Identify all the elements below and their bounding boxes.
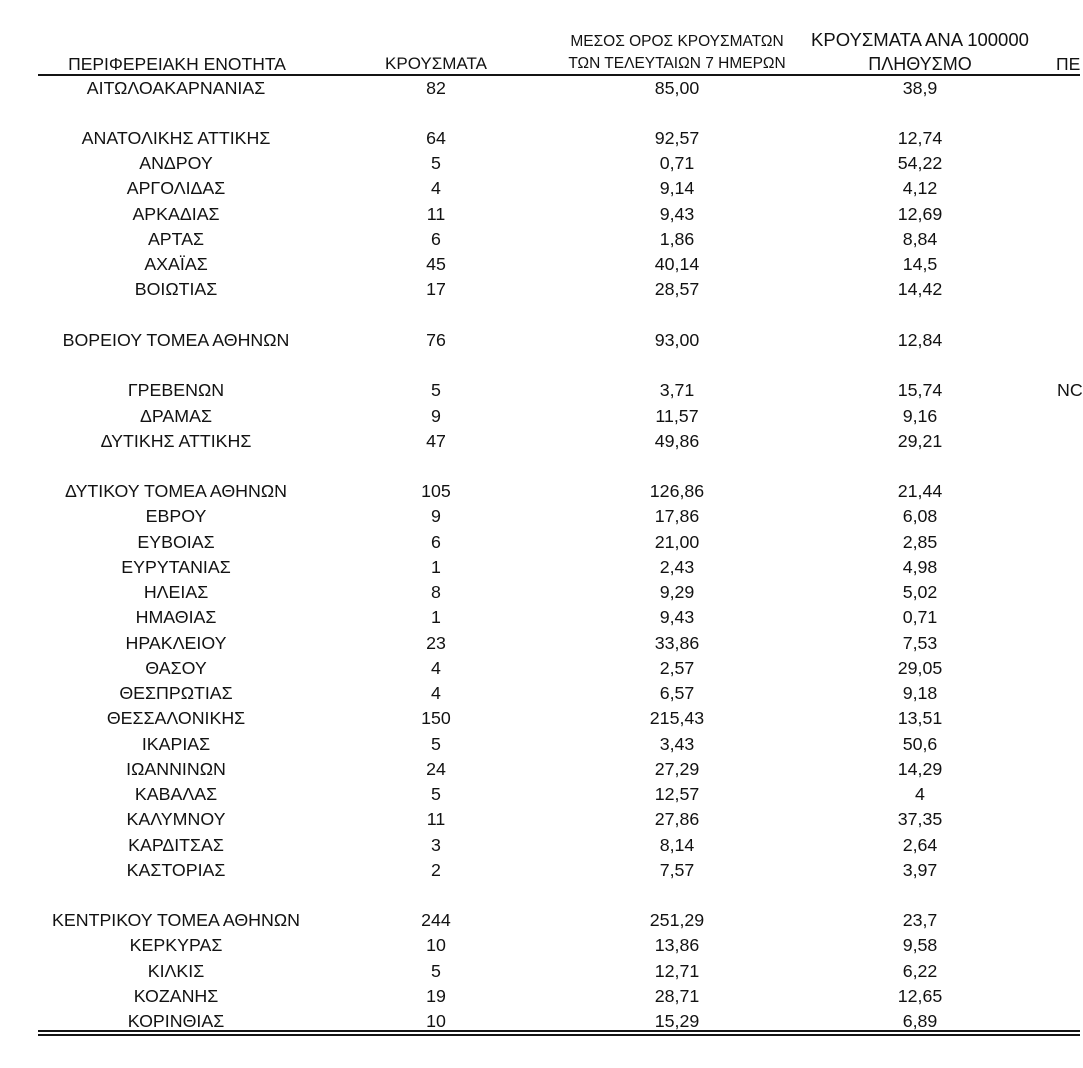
cell-per100k: 6,08 — [902, 506, 938, 527]
table-row — [0, 757, 1080, 782]
table-row — [0, 580, 1080, 605]
cell-region: ΔΥΤΙΚΗΣ ΑΤΤΙΚΗΣ — [100, 430, 252, 451]
cell-per100k: 4,12 — [902, 178, 938, 199]
row-group — [0, 479, 1080, 883]
column-header-region: ΠΕΡΙΦΕΡΕΙΑΚΗ ΕΝΟΤΗΤΑ — [68, 54, 286, 74]
cell-per100k: 29,21 — [897, 430, 943, 451]
table-row — [0, 782, 1080, 807]
cell-cases: 4 — [431, 178, 441, 199]
cell-per100k: 7,53 — [902, 632, 938, 653]
cell-avg7: 85,00 — [654, 77, 700, 98]
cell-cases: 105 — [421, 481, 451, 502]
table-row — [0, 202, 1080, 227]
cell-per100k: 0,71 — [902, 607, 938, 628]
cell-region: ΗΡΑΚΛΕΙΟΥ — [125, 632, 227, 653]
row-group — [0, 328, 1080, 353]
cell-region: ΔΥΤΙΚΟΥ ΤΟΜΕΑ ΑΘΗΝΩΝ — [65, 481, 287, 502]
table-row — [0, 404, 1080, 429]
cell-cases: 5 — [431, 380, 441, 401]
cell-avg7: 49,86 — [654, 430, 700, 451]
table-row — [0, 833, 1080, 858]
cell-region: ΘΕΣΣΑΛΟΝΙΚΗΣ — [106, 708, 246, 729]
cell-cases: 4 — [431, 683, 441, 704]
cell-avg7: 40,14 — [654, 254, 700, 275]
cell-region: ΘΑΣΟΥ — [145, 657, 207, 678]
table-row — [0, 252, 1080, 277]
cell-avg7: 27,86 — [654, 809, 700, 830]
cell-region: ΘΕΣΠΡΩΤΙΑΣ — [119, 683, 233, 704]
table-row — [0, 176, 1080, 201]
cell-region: ΗΛΕΙΑΣ — [143, 582, 209, 603]
table-row — [0, 656, 1080, 681]
column-header-per100k-line1: ΚΡΟΥΣΜΑΤΑ ΑΝΑ 100000 — [811, 29, 1029, 50]
cell-cases: 6 — [431, 228, 441, 249]
cell-cases: 4 — [431, 657, 441, 678]
cell-avg7: 8,14 — [659, 834, 695, 855]
cell-avg7: 17,86 — [654, 506, 700, 527]
cell-per100k: 23,7 — [902, 910, 938, 931]
table-row — [0, 227, 1080, 252]
cell-avg7: 28,71 — [654, 985, 700, 1006]
cell-per100k: 14,29 — [897, 758, 943, 779]
cell-per100k: 5,02 — [902, 582, 938, 603]
cell-cases: 82 — [426, 77, 446, 98]
table-row — [0, 429, 1080, 454]
cell-per100k: 6,89 — [902, 1011, 938, 1032]
cell-avg7: 3,71 — [659, 380, 695, 401]
cell-avg7: 33,86 — [654, 632, 700, 653]
cell-per100k: 12,84 — [897, 329, 943, 350]
cell-region: ΚΟΖΑΝΗΣ — [133, 985, 219, 1006]
cell-region: ΓΡΕΒΕΝΩΝ — [127, 380, 225, 401]
cell-cases: 11 — [426, 809, 446, 830]
cell-next-column-partial: NC — [1057, 380, 1083, 401]
cell-per100k: 29,05 — [897, 657, 943, 678]
cell-avg7: 27,29 — [654, 758, 700, 779]
cell-region: ΙΚΑΡΙΑΣ — [141, 733, 211, 754]
row-group — [0, 76, 1080, 101]
table-row — [0, 328, 1080, 353]
cell-avg7: 251,29 — [649, 910, 705, 931]
cell-cases: 8 — [431, 582, 441, 603]
cell-region: ΑΝΑΤΟΛΙΚΗΣ ΑΤΤΙΚΗΣ — [81, 127, 271, 148]
cell-region: ΑΡΓΟΛΙΔΑΣ — [126, 178, 226, 199]
table-row — [0, 479, 1080, 504]
cell-avg7: 92,57 — [654, 127, 700, 148]
cell-cases: 1 — [431, 607, 441, 628]
cell-region: ΚΑΣΤΟΡΙΑΣ — [126, 859, 226, 880]
cell-avg7: 9,14 — [659, 178, 695, 199]
table-row — [0, 858, 1080, 883]
cell-per100k: 9,18 — [902, 683, 938, 704]
table-row — [0, 277, 1080, 302]
cell-per100k: 2,64 — [902, 834, 938, 855]
table-row — [0, 732, 1080, 757]
cell-cases: 6 — [431, 531, 441, 552]
cell-cases: 10 — [426, 935, 446, 956]
cell-cases: 150 — [421, 708, 451, 729]
cell-per100k: 4,98 — [902, 556, 938, 577]
cell-per100k: 50,6 — [902, 733, 938, 754]
cell-avg7: 28,57 — [654, 279, 700, 300]
table-body — [0, 76, 1083, 1035]
cell-cases: 244 — [421, 910, 451, 931]
cell-cases: 5 — [431, 960, 441, 981]
cell-cases: 19 — [426, 985, 446, 1006]
cell-avg7: 2,57 — [659, 657, 695, 678]
cell-cases: 45 — [426, 254, 446, 275]
cell-region: ΚΙΛΚΙΣ — [147, 960, 205, 981]
column-header-per100k-line2: ΠΛΗΘΥΣΜΟ — [868, 54, 972, 74]
table-row — [0, 126, 1080, 151]
cell-per100k: 54,22 — [897, 153, 943, 174]
cell-per100k: 21,44 — [897, 481, 943, 502]
cell-cases: 5 — [431, 153, 441, 174]
column-header-cases: ΚΡΟΥΣΜΑΤΑ — [385, 54, 487, 73]
cell-cases: 5 — [431, 784, 441, 805]
cell-cases: 5 — [431, 733, 441, 754]
table-row — [0, 933, 1080, 958]
cell-region: ΑΡΚΑΔΙΑΣ — [132, 203, 220, 224]
cell-region: ΗΜΑΘΙΑΣ — [135, 607, 217, 628]
cell-region: ΚΟΡΙΝΘΙΑΣ — [127, 1011, 225, 1032]
cell-per100k: 14,42 — [897, 279, 943, 300]
cell-cases: 1 — [431, 556, 441, 577]
cell-region: ΒΟΡΕΙΟΥ ΤΟΜΕΑ ΑΘΗΝΩΝ — [62, 329, 290, 350]
cell-cases: 24 — [426, 758, 446, 779]
cell-per100k: 2,85 — [902, 531, 938, 552]
cell-cases: 23 — [426, 632, 446, 653]
cell-per100k: 9,16 — [902, 405, 938, 426]
cell-cases: 3 — [431, 834, 441, 855]
table-row — [0, 530, 1080, 555]
table-row — [0, 959, 1080, 984]
cell-avg7: 12,57 — [654, 784, 700, 805]
table-bottom-double-rule — [38, 1030, 1080, 1036]
cell-per100k: 13,51 — [897, 708, 943, 729]
column-header-avg7-line2: ΤΩΝ ΤΕΛΕΥΤΑΙΩΝ 7 ΗΜΕΡΩΝ — [568, 55, 786, 72]
cell-cases: 10 — [426, 1011, 446, 1032]
cell-per100k: 4 — [915, 784, 925, 805]
table-row — [0, 631, 1080, 656]
cell-per100k: 38,9 — [902, 77, 938, 98]
row-group — [0, 126, 1080, 303]
cell-per100k: 9,58 — [902, 935, 938, 956]
cell-cases: 9 — [431, 405, 441, 426]
cell-avg7: 9,29 — [659, 582, 695, 603]
cell-region: ΚΕΝΤΡΙΚΟΥ ΤΟΜΕΑ ΑΘΗΝΩΝ — [52, 910, 300, 931]
row-group — [0, 378, 1083, 454]
cell-per100k: 37,35 — [897, 809, 943, 830]
cell-per100k: 14,5 — [902, 254, 938, 275]
cell-avg7: 9,43 — [659, 607, 695, 628]
table-row — [0, 984, 1080, 1009]
cell-cases: 2 — [431, 859, 441, 880]
cell-region: ΑΧΑΪΑΣ — [144, 254, 208, 275]
cell-avg7: 12,71 — [654, 960, 700, 981]
cell-avg7: 11,57 — [655, 405, 699, 426]
cell-avg7: 7,57 — [659, 859, 695, 880]
cell-avg7: 126,86 — [649, 481, 705, 502]
cell-cases: 47 — [426, 430, 446, 451]
table-row — [0, 605, 1080, 630]
cell-avg7: 2,43 — [659, 556, 695, 577]
table-row — [0, 908, 1080, 933]
cell-per100k: 8,84 — [902, 228, 938, 249]
cell-region: ΒΟΙΩΤΙΑΣ — [134, 279, 218, 300]
cell-cases: 11 — [426, 203, 446, 224]
cell-avg7: 13,86 — [654, 935, 700, 956]
cell-cases: 64 — [426, 127, 446, 148]
cell-avg7: 3,43 — [659, 733, 695, 754]
cell-per100k: 3,97 — [902, 859, 938, 880]
cell-avg7: 215,43 — [649, 708, 705, 729]
table-row — [0, 76, 1080, 101]
cell-region: ΑΙΤΩΛΟΑΚΑΡΝΑΝΙΑΣ — [86, 77, 266, 98]
table-row — [0, 706, 1080, 731]
cell-avg7: 93,00 — [654, 329, 700, 350]
cell-region: ΕΥΒΟΙΑΣ — [137, 531, 215, 552]
cell-region: ΙΩΑΝΝΙΝΩΝ — [126, 758, 226, 779]
cell-cases: 76 — [426, 329, 446, 350]
cell-per100k: 12,65 — [897, 985, 943, 1006]
row-group — [0, 908, 1080, 1034]
cell-avg7: 0,71 — [659, 153, 695, 174]
table-row — [0, 504, 1080, 529]
cell-region: ΑΡΤΑΣ — [147, 228, 205, 249]
cell-per100k: 15,74 — [897, 380, 943, 401]
cell-region: ΚΑΒΑΛΑΣ — [134, 784, 218, 805]
cell-avg7: 15,29 — [654, 1011, 700, 1032]
cell-region: ΚΑΡΔΙΤΣΑΣ — [128, 834, 224, 855]
column-header-next-partial: ΠΕ — [1056, 54, 1081, 74]
cell-per100k: 12,74 — [897, 127, 943, 148]
table-row — [0, 807, 1080, 832]
table-row — [0, 681, 1080, 706]
table-row — [0, 555, 1080, 580]
cell-region: ΑΝΔΡΟΥ — [139, 153, 213, 174]
table-row — [0, 151, 1080, 176]
cell-region: ΕΥΡΥΤΑΝΙΑΣ — [121, 556, 231, 577]
cell-region: ΕΒΡΟΥ — [145, 506, 207, 527]
column-header-avg7-line1: ΜΕΣΟΣ ΟΡΟΣ ΚΡΟΥΣΜΑΤΩΝ — [570, 33, 784, 50]
cell-region: ΔΡΑΜΑΣ — [140, 405, 212, 426]
cell-cases: 17 — [426, 279, 446, 300]
cell-region: ΚΕΡΚΥΡΑΣ — [129, 935, 223, 956]
cell-per100k: 6,22 — [902, 960, 938, 981]
cell-region: ΚΑΛΥΜΝΟΥ — [126, 809, 226, 830]
cell-per100k: 12,69 — [897, 203, 943, 224]
table-row — [0, 378, 1083, 403]
cell-cases: 9 — [431, 506, 441, 527]
cell-avg7: 21,00 — [654, 531, 700, 552]
cell-avg7: 9,43 — [659, 203, 695, 224]
cell-avg7: 1,86 — [659, 228, 695, 249]
cell-avg7: 6,57 — [659, 683, 695, 704]
